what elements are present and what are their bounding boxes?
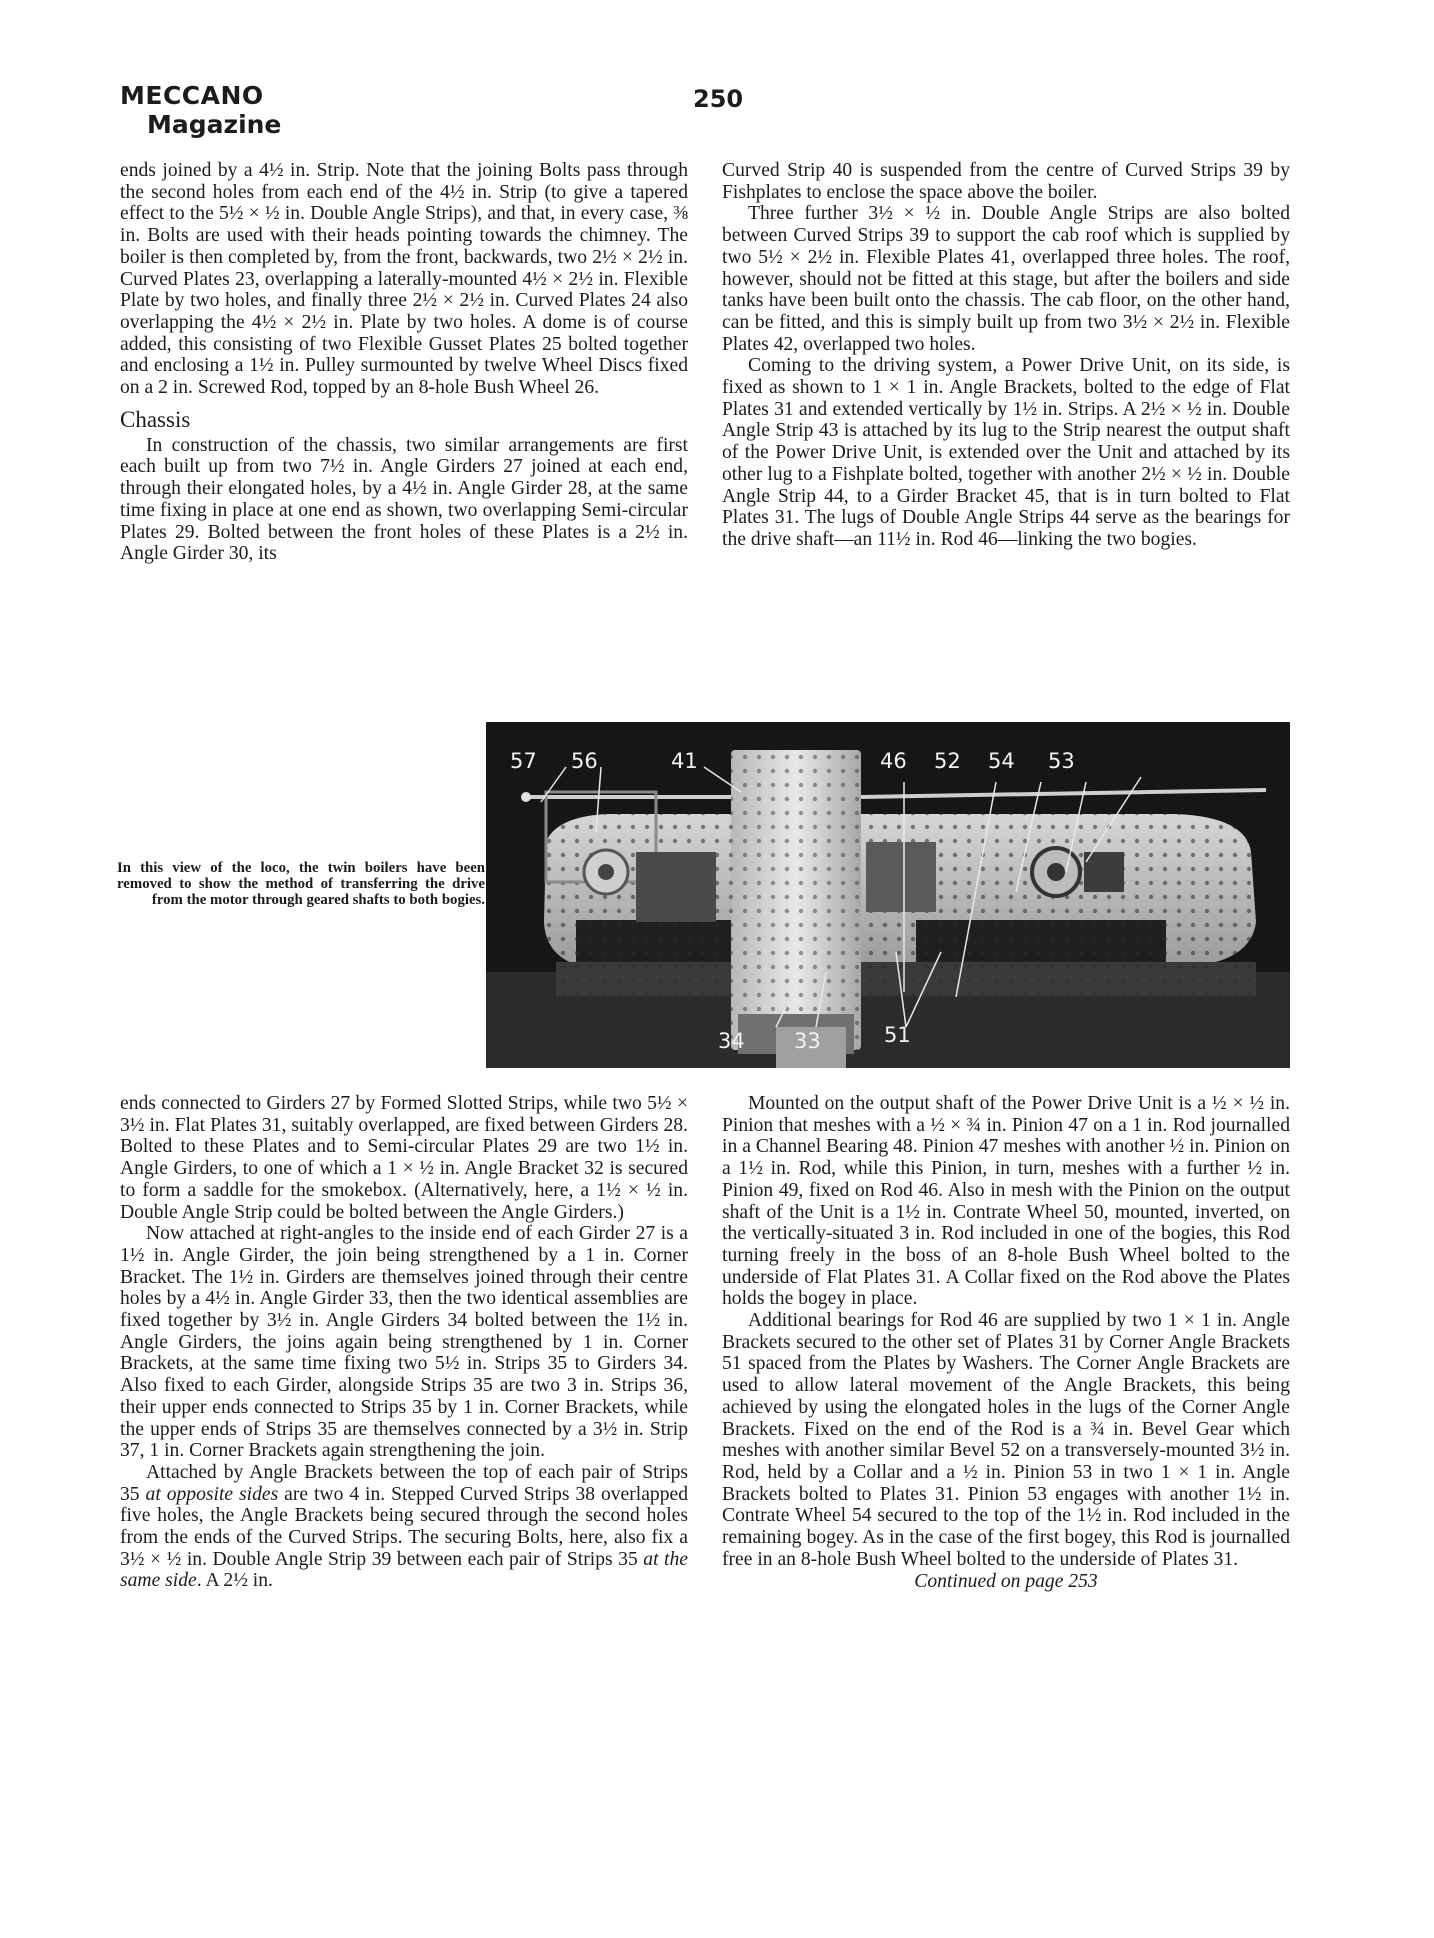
paragraph: ends joined by a 4½ in. Strip. Note that the joining Bolts pass through the second holes from each end of the 4½ in. Strip (to give a tapered effect to the 5½ × ½ in. Double Angle Strips), and that, in every case, ⅜ in. Bolts are used with their heads pointing towards the chimney. The boiler is then completed by, from the front, backwards, two 2½ × 2½ in. Curved Plates 23, overlapping a laterally-mounted 4½ × 2½ in. Flexible Plate by two holes, and finally three 2½ × 2½ in. Curved Plates 24 also overlapping the 4½ × 2½ in. Plate by two holes. A dome is of course added, this consisting of two Flexible Gusset Plates 25 bolted together and enclosing a 1½ in. Pulley surmounted by twelve Wheel Discs fixed on a 2 in. Screwed Rod, topped by an 8-hole Bush Wheel 26. xyxy=(120,160,688,399)
column-top-right xyxy=(722,160,1290,551)
paragraph: Three further 3½ × ½ in. Double Angle Strips are also bolted between Curved Strips 39 to support the cab roof which is supplied by two 5½ × 2½ in. Flexible Plates 41, overlapped three holes. The roof, however, should not be fitted at this stage, but after the boilers and side tanks have been built onto the chassis. The cab floor, on the other hand, can be fitted, and this is simply built up from two 3½ × 2½ in. Flexible Plates 42, overlapped two holes. xyxy=(722,203,1290,355)
paragraph: Coming to the driving system, a Power Drive Unit, on its side, is fixed as shown to 1 × 1 in. Angle Brackets, bolted to the edge of Flat Plates 31 and extended vertically by 1½ in. Strips. A 2½ × ½ in. Double Angle Strip 43 is attached by its lug to the Strip nearest the output shaft of the Power Drive Unit, is extended over the Unit and attached by its other lug to a Fishplate bolted, together with another 2½ × ½ in. Double Angle Strip 44, to a Girder Bracket 45, that is in turn bolted to Flat Plates 31. The lugs of Double Angle Strips 44 serve as the bearings for the drive shaft—an 11½ in. Rod 46—linking the two bogies. xyxy=(722,355,1290,550)
paragraph: Additional bearings for Rod 46 are supplied by two 1 × 1 in. Angle Brackets secured to the other set of Plates 31 by Corner Angle Brackets 51 spaced from the Plates by Washers. The Corner Angle Brackets are used to allow lateral movement of the Angle Brackets, this being achieved by using the elongated holes in the lugs of the Corner Angle Brackets. Fixed on the end of the Rod is a ¾ in. Bevel Gear which meshes with another similar Bevel 52 on a transversely-mounted 3½ in. Rod, held by a Collar and a ½ in. Pinion 53 in two 1 × 1 in. Angle Brackets bolted to Plates 31. Pinion 53 engages with another 1½ in. Contrate Wheel 54 secured to the top of the 1½ in. Rod included in the remaining bogey. As in the case of the first bogey, this Rod is journalled free in an 8-hole Bush Wheel bolted to the underside of Plates 31. xyxy=(722,1310,1290,1570)
continued-note: Continued on page 253 xyxy=(914,1571,1098,1593)
masthead xyxy=(120,82,281,140)
column-bottom-right xyxy=(722,1093,1290,1593)
loco-chassis-photo xyxy=(486,722,1290,1068)
paragraph: Curved Strip 40 is suspended from the centre of Curved Strips 39 by Fishplates to enclose the space above the boiler. xyxy=(722,160,1290,203)
callout-label: 46 xyxy=(880,749,907,773)
paragraph: Mounted on the output shaft of the Power Drive Unit is a ½ × ½ in. Pinion that meshes with a ½ × ¾ in. Pinion 47 on a 1 in. Rod journalled in a Channel Bearing 48. Pinion 47 meshes with another ½ in. Pinion on a 1½ in. Rod, while this Pinion, in turn, meshes with a further ½ in. Pinion 49, fixed on Rod 46. Also in mesh with the Pinion on the output shaft of the Unit is a 1½ in. Contrate Wheel 50, mounted, inverted, on the vertically-situated 3 in. Rod included in one of the bogies, this Rod turning freely in the boss of an 8-hole Bush Wheel bolted to the underside of Flat Plates 31. A Collar fixed on the Rod above the Plates holds the bogey in place. xyxy=(722,1093,1290,1310)
column-bottom-left xyxy=(120,1093,688,1592)
callout-label: 52 xyxy=(934,749,961,773)
column-top-left xyxy=(120,160,688,565)
callout-label: 54 xyxy=(988,749,1015,773)
magazine-title-line1: MECCANO xyxy=(120,81,264,110)
callout-label: 41 xyxy=(671,749,698,773)
callout-label: 33 xyxy=(794,1029,821,1053)
page-number: 250 xyxy=(693,85,744,113)
callout-label: 51 xyxy=(884,1023,911,1047)
paragraph: ends connected to Girders 27 by Formed Slotted Strips, while two 5½ × 3½ in. Flat Plates 31, suitably overlapped, are fixed between Girders 28. Bolted to these Plates and to Semi-circular Plates 29 are two 1½ in. Angle Girders, to one of which a 1 × ½ in. Angle Bracket 32 is secured to form a saddle for the smokebox. (Alternatively, here, a 1½ × ½ in. Double Angle Strip could be bolted between the Angle Girders.) xyxy=(120,1093,688,1223)
italic-run: at opposite sides xyxy=(145,1483,279,1505)
magazine-title-line2: Magazine xyxy=(147,110,282,139)
text-run: Attached by Angle Brackets between the top of each pair of Strips 35 xyxy=(120,1461,688,1505)
callout-label: 57 xyxy=(510,749,537,773)
text-run: are two 4 in. Stepped Curved Strips 38 overlapped five holes, the Angle Brackets being secured through the second holes from the ends of the Curved Strips. The securing Bolts, here, also fix a 3½ × ½ in. Double Angle Strip 39 between each pair of Strips 35 xyxy=(120,1483,688,1570)
italic-run: at the same side xyxy=(120,1548,688,1592)
section-heading: Chassis xyxy=(120,406,191,432)
photo-illustration xyxy=(486,722,1290,1068)
paragraph xyxy=(120,1462,688,1592)
figure-caption: In this view of the loco, the twin boilers have been removed to show the method of transferring the drive from the motor through geared shafts to both bogies. xyxy=(117,860,485,908)
callout-label: 34 xyxy=(718,1029,745,1053)
paragraph: In construction of the chassis, two similar arrangements are first each built up from two 7½ in. Angle Girders 27 joined at each end, through their elongated holes, by a 4½ in. Angle Girder 28, at the same time fixing in place at one end as shown, two overlapping Semi-circular Plates 29. Bolted between the front holes of these Plates is a 2½ in. Angle Girder 30, its xyxy=(120,434,688,565)
paragraph: Now attached at right-angles to the inside end of each Girder 27 is a 1½ in. Angle Girder, the join being strengthened by a 1 in. Corner Bracket. The 1½ in. Girders are themselves joined through their centre holes by a 4½ in. Angle Girder 33, then the two identical assemblies are fixed together by 3½ in. Angle Girders 34 bolted between the 1½ in. Angle Girders, the joins again being strengthened by 1 in. Corner Brackets, at the same time fixing two 5½ in. Strips 35 to Girders 34. Also fixed to each Girder, alongside Strips 35 are two 3 in. Strips 36, their upper ends connected to Strips 35 by 1 in. Corner Brackets, while the upper ends of Strips 35 are themselves connected by a 3½ in. Strip 37, 1 in. Corner Brackets again strengthening the join. xyxy=(120,1223,688,1462)
callout-label: 53 xyxy=(1048,749,1075,773)
callout-label: 56 xyxy=(571,749,598,773)
text-run: . A 2½ in. xyxy=(196,1570,273,1592)
